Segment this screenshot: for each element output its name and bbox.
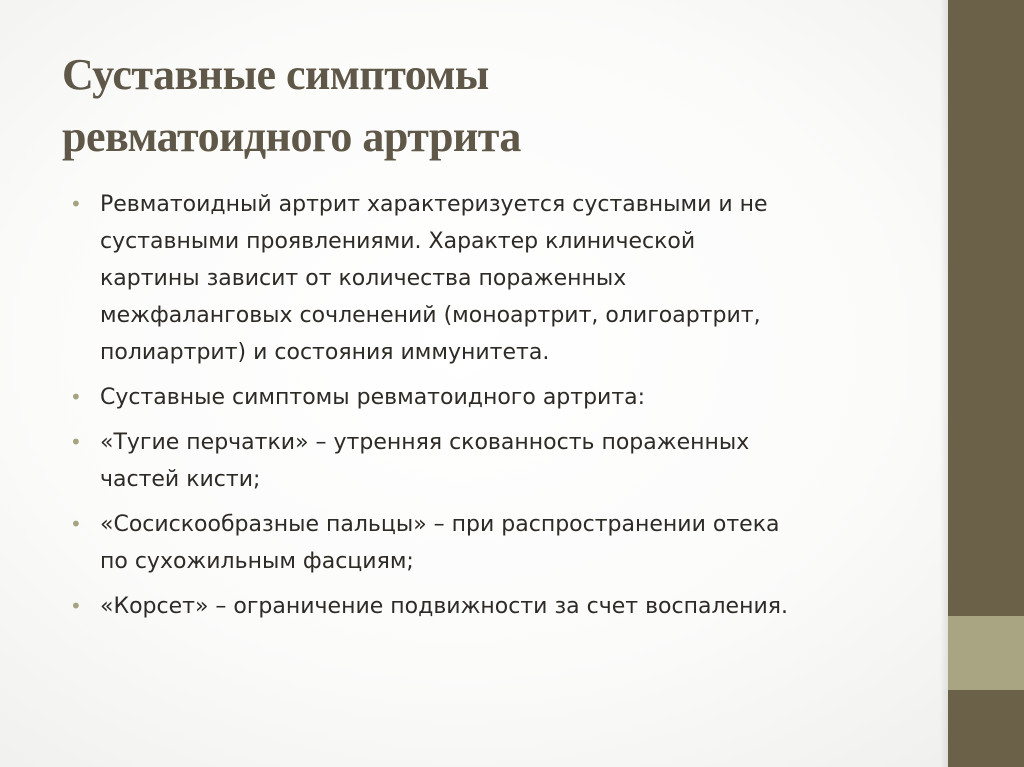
bullet-line: «Корсет» – ограничение подвижности за счет воспаления. — [100, 594, 788, 619]
bullet-icon: • — [70, 594, 82, 618]
side-band-shadow — [940, 0, 948, 767]
title-line-2: ревматоидного артрита — [62, 112, 521, 161]
bullet-line: полиартрит) и состояния иммунитета. — [100, 340, 550, 365]
bullet-item-4 — [70, 506, 920, 580]
bullet-line: картины зависит от количества пораженных — [100, 266, 627, 291]
bullet-line: по сухожильным фасциям; — [100, 549, 414, 574]
title-line-1: Суставные симптомы — [62, 50, 489, 99]
bullet-line: межфаланговых сочленений (моноартрит, олигоартрит, — [100, 303, 761, 328]
bullet-icon: • — [70, 430, 82, 454]
bullet-item-2 — [70, 379, 920, 416]
bullet-line: Суставные симптомы ревматоидного артрита: — [100, 385, 646, 410]
slide-title — [62, 44, 922, 168]
bullet-icon: • — [70, 385, 82, 409]
bullet-item-1 — [70, 186, 920, 371]
bullet-item-5 — [70, 588, 920, 625]
bullet-list — [70, 186, 920, 633]
side-band-highlight — [948, 616, 1024, 690]
bullet-item-3 — [70, 424, 920, 498]
bullet-icon: • — [70, 192, 82, 216]
bullet-line: «Сосискообразные пальцы» – при распространении отека — [100, 512, 780, 537]
bullet-line: Ревматоидный артрит характеризуется суставными и не — [100, 192, 768, 217]
bullet-line: «Тугие перчатки» – утренняя скованность пораженных — [100, 430, 750, 455]
bullet-line: суставными проявлениями. Характер клинической — [100, 229, 696, 254]
bullet-icon: • — [70, 512, 82, 536]
bullet-line: частей кисти; — [100, 467, 261, 492]
